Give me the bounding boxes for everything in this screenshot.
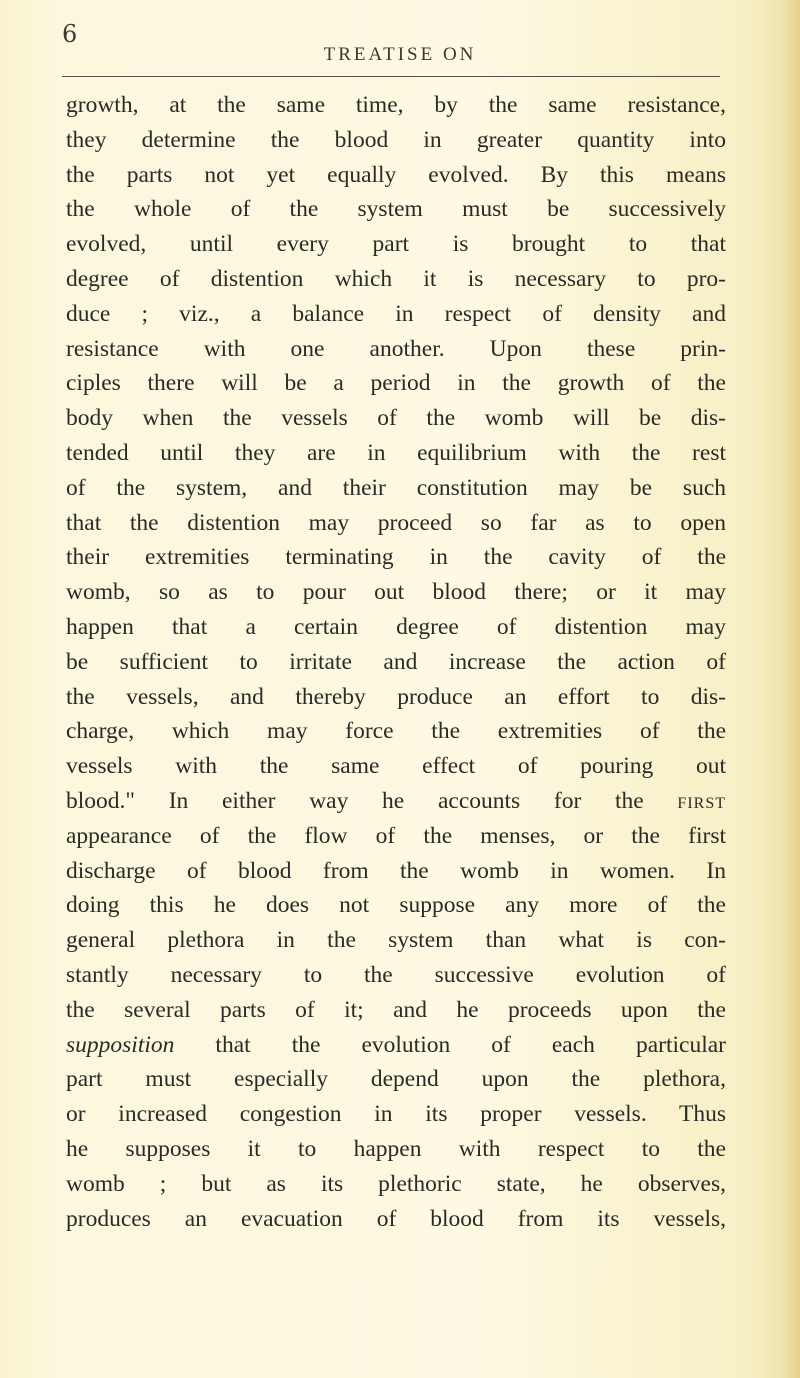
text-line: appearance of the flow of the menses, or the first — [66, 822, 726, 849]
text-line-with-small-caps — [66, 784, 726, 819]
text-line: womb, so as to pour out blood there; or it may — [66, 579, 726, 606]
text-line: of the system, and their constitution may be such — [66, 474, 726, 501]
text-line: womb ; but as its plethoric state, he observes, — [66, 1170, 726, 1197]
text-line: resistance with one another. Upon these prin- — [66, 335, 726, 362]
text-line: that the distention may proceed so far as to open — [66, 509, 726, 536]
running-head: TREATISE ON — [323, 44, 477, 65]
text-fragment: that the evolution of each particular — [174, 1031, 726, 1058]
text-line: he supposes it to happen with respect to the — [66, 1135, 726, 1162]
text-line: the vessels, and thereby produce an effort to dis- — [66, 683, 726, 710]
header-rule — [62, 76, 720, 77]
text-line: doing this he does not suppose any more of the — [66, 892, 726, 919]
text-line: tended until they are in equilibrium with the rest — [66, 439, 726, 466]
text-line: growth, at the same time, by the same resistance, — [66, 92, 726, 118]
text-line: the several parts of it; and he proceeds upon the — [66, 996, 726, 1023]
text-line: the whole of the system must be successively — [66, 196, 726, 223]
text-line: the parts not yet equally evolved. By this means — [66, 161, 726, 188]
text-line: or increased congestion in its proper vessels. Thus — [66, 1101, 726, 1128]
text-line: ciples there will be a period in the growth of the — [66, 370, 726, 397]
italic-supposition: supposition — [66, 1031, 175, 1058]
text-line: they determine the blood in greater quantity into — [66, 126, 726, 153]
text-line-with-italic — [66, 1028, 726, 1063]
text-line: degree of distention which it is necessary to pro- — [66, 265, 726, 292]
small-caps-first: first — [677, 787, 726, 814]
text-line: body when the vessels of the womb will be dis- — [66, 405, 726, 432]
text-line: evolved, until every part is brought to that — [66, 231, 726, 258]
body-text — [66, 88, 726, 1236]
text-line: part must especially depend upon the plethora, — [66, 1066, 726, 1093]
page-edge-shadow — [786, 0, 800, 1378]
text-line: their extremities terminating in the cavity of the — [66, 544, 726, 571]
text-line: be sufficient to irritate and increase the action of — [66, 648, 726, 675]
text-line: vessels with the same effect of pouring out — [66, 753, 726, 780]
text-line: general plethora in the system than what is con- — [66, 927, 726, 954]
text-line: stantly necessary to the successive evolution of — [66, 961, 726, 988]
text-fragment: blood." In either way he accounts for the — [66, 787, 678, 814]
text-line: happen that a certain degree of distention may — [66, 613, 726, 640]
text-line: charge, which may force the extremities of the — [66, 718, 726, 745]
text-line: duce ; viz., a balance in respect of density and — [66, 300, 726, 327]
text-line: discharge of blood from the womb in women. In — [66, 857, 726, 884]
text-line: produces an evacuation of blood from its vessels, — [66, 1205, 726, 1232]
page-number: 6 — [62, 20, 78, 48]
